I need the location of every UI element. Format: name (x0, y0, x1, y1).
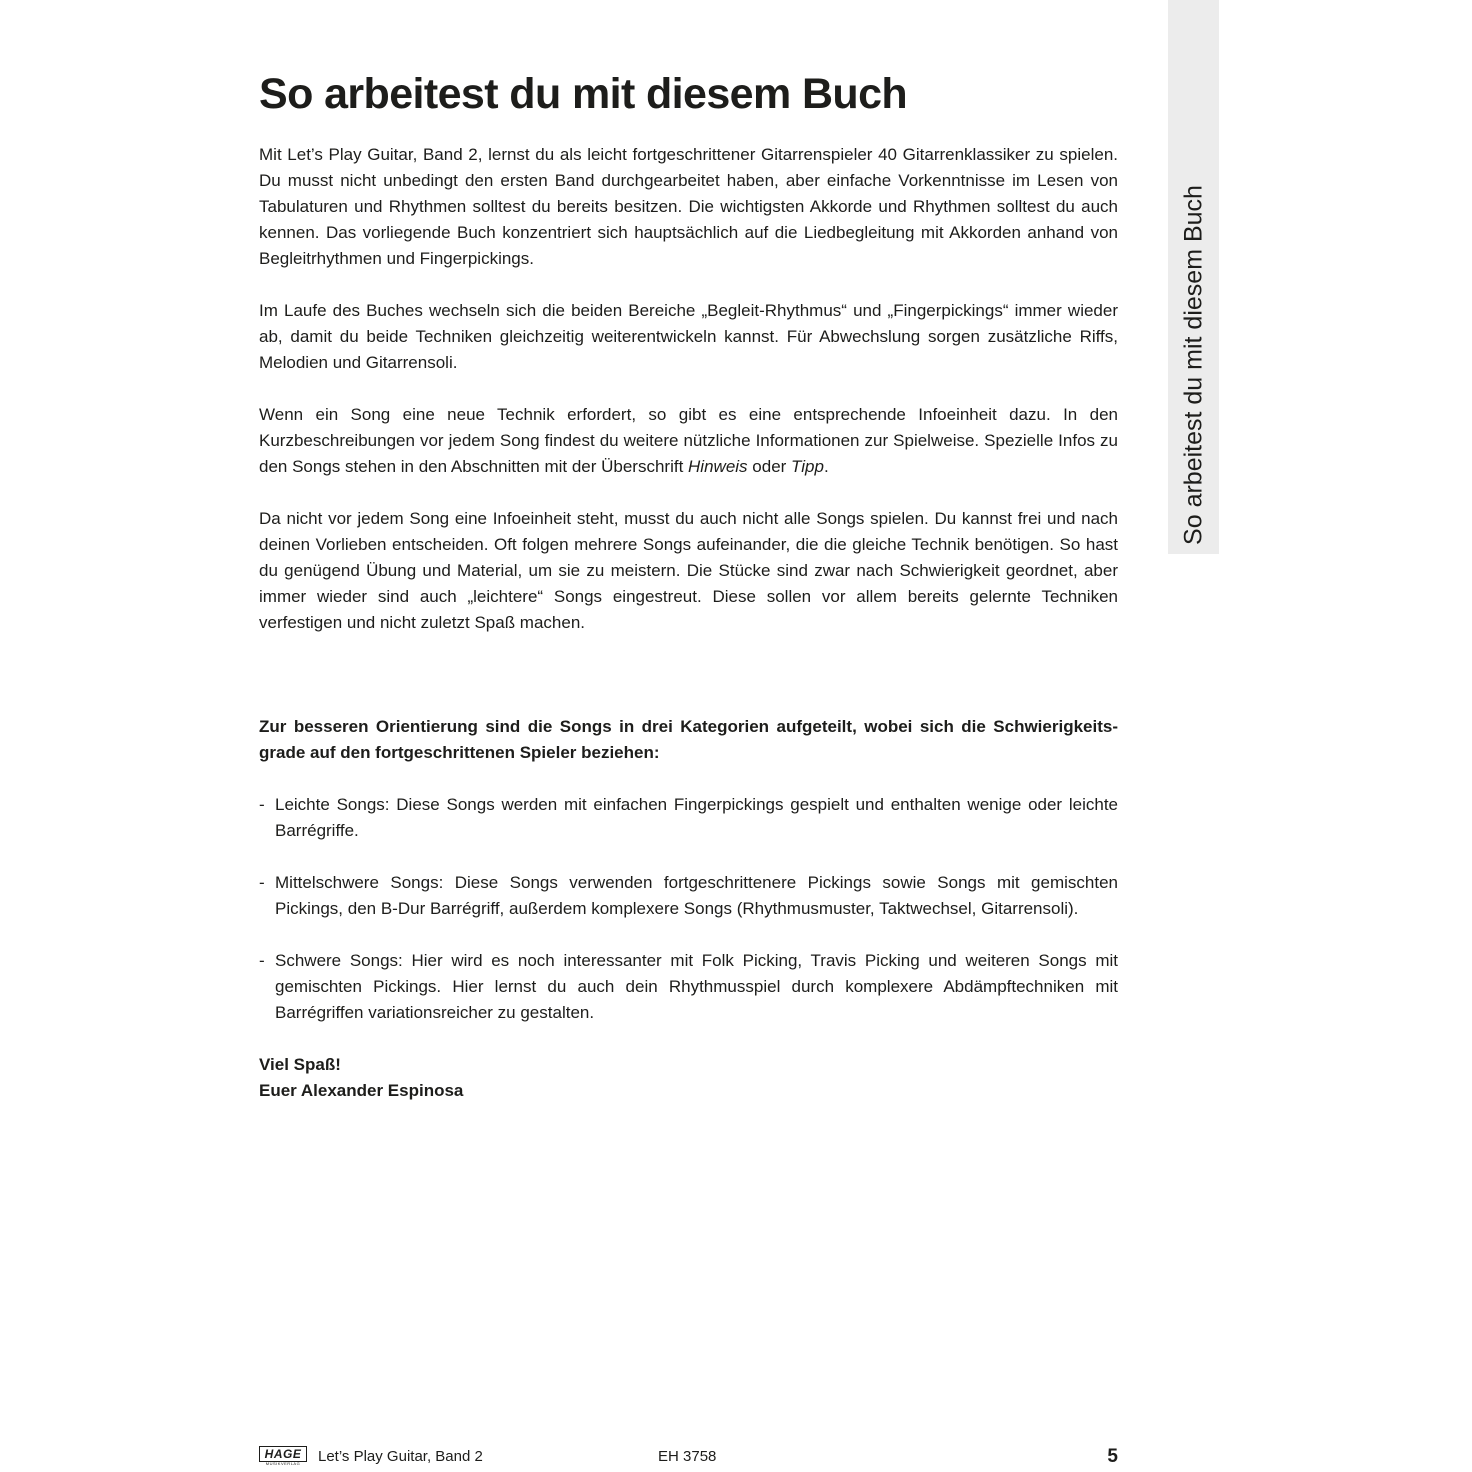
page-number: 5 (1107, 1446, 1118, 1467)
list-item-text: Leichte Songs: Diese Songs werden mit einfachen Fingerpickings gespielt und enthalten wenige oder leichte Barrégriffe. (275, 795, 1118, 840)
tipp-term: Tipp (791, 457, 824, 476)
footer-edition-code: EH 3758 (658, 1448, 717, 1465)
hinweis-term: Hinweis (688, 457, 748, 476)
paragraph-2: Im Laufe des Buches wechseln sich die beiden Bereiche „Begleit-Rhythmus“ und „Fingerpickings“ immer wieder ab, damit du beide Techniken gleichzeitig weiterentwickeln kannst. Für Abwechslung sorgen zusätzliche Riffs, Melodien und Gitarrensoli. (259, 301, 1118, 372)
body-content (259, 142, 1118, 1104)
paragraph-1: Mit Let’s Play Guitar, Band 2, lernst du als leicht fortgeschrittener Gitarrenspieler 40 Gitarrenklassiker zu spielen. Du musst nicht unbedingt den ersten Band durchgearbeitet haben, aber einfache Vorkenntnisse im Lesen von Tabulaturen und Rhythmen solltest du bereits besitzen. Die wichtigsten Akkorde und Rhythmen solltest du auch kennen. Das vorliegende Buch konzentriert sich hauptsächlich auf die Liedbegleitung mit Akkorden anhand von Begleitrhythmen und Fingerpickings. (259, 145, 1118, 268)
list-item (259, 870, 1118, 922)
list-dash: - (259, 951, 265, 970)
logo-subtext: MUSIKVERLAG (265, 1461, 301, 1466)
publisher-logo (259, 1446, 307, 1466)
side-tab-label: So arbeitest du mit diesem Buch (1179, 185, 1207, 545)
categories-intro: Zur besseren Orientierung sind die Songs in drei Kategorien aufgeteilt, wobei sich die Schwierigkeits-grade auf den fortgeschrittenen Spieler beziehen: (259, 717, 1118, 762)
list-dash: - (259, 795, 265, 814)
list-item (259, 792, 1118, 844)
signoff-author: Euer Alexander Espinosa (259, 1081, 464, 1100)
logo-text: HAGE (259, 1446, 307, 1462)
footer-book-title: Let’s Play Guitar, Band 2 (318, 1448, 483, 1465)
chapter-side-tab (1168, 0, 1219, 554)
list-item-text: Mittelschwere Songs: Diese Songs verwenden fortgeschrittenere Pickings sowie Songs mit gemischten Pickings, den B-Dur Barrégriff, außerdem komplexere Songs (Rhythmusmuster, Taktwechsel, Gitarrensoli). (275, 873, 1118, 918)
paragraph-3-end: . (823, 457, 829, 476)
signoff (259, 1052, 1118, 1104)
list-item-text: Schwere Songs: Hier wird es noch interessanter mit Folk Picking, Travis Picking und weiteren Songs mit gemischten Pickings. Hier lernst du auch dein Rhythmusspiel durch komplexere Abdämpftechniken mit Barrégriffen variationsreicher zu gestalten. (275, 951, 1118, 1022)
page-title: So arbeitest du mit diesem Buch (259, 70, 908, 118)
paragraph-3-text: Wenn ein Song eine neue Technik erfordert, so gibt es eine entsprechende Infoeinheit dazu. In den Kurzbeschreibungen vor jedem Song findest du weitere nützliche Informationen zur Spielweise. Spezielle Infos zu den Songs stehen in den Abschnitten mit der Überschrift (259, 405, 1118, 476)
paragraph-3-connector: oder (747, 457, 792, 476)
paragraph-3 (259, 402, 1118, 480)
list-dash: - (259, 873, 265, 892)
paragraph-4: Da nicht vor jedem Song eine Infoeinheit steht, musst du auch nicht alle Songs spielen. Du kannst frei und nach deinen Vorlieben entscheiden. Oft folgen mehrere Songs aufeinander, die die gleiche Technik benötigen. So hast du genügend Übung und Material, um sie zu meistern. Die Stücke sind zwar nach Schwierigkeit geordnet, aber immer wieder sind auch „leichtere“ Songs eingestreut. Diese sollen vor allem bereits gelernte Techniken verfestigen und nicht zuletzt Spaß machen. (259, 509, 1118, 632)
list-item (259, 948, 1118, 1026)
signoff-greeting: Viel Spaß! (259, 1055, 341, 1074)
